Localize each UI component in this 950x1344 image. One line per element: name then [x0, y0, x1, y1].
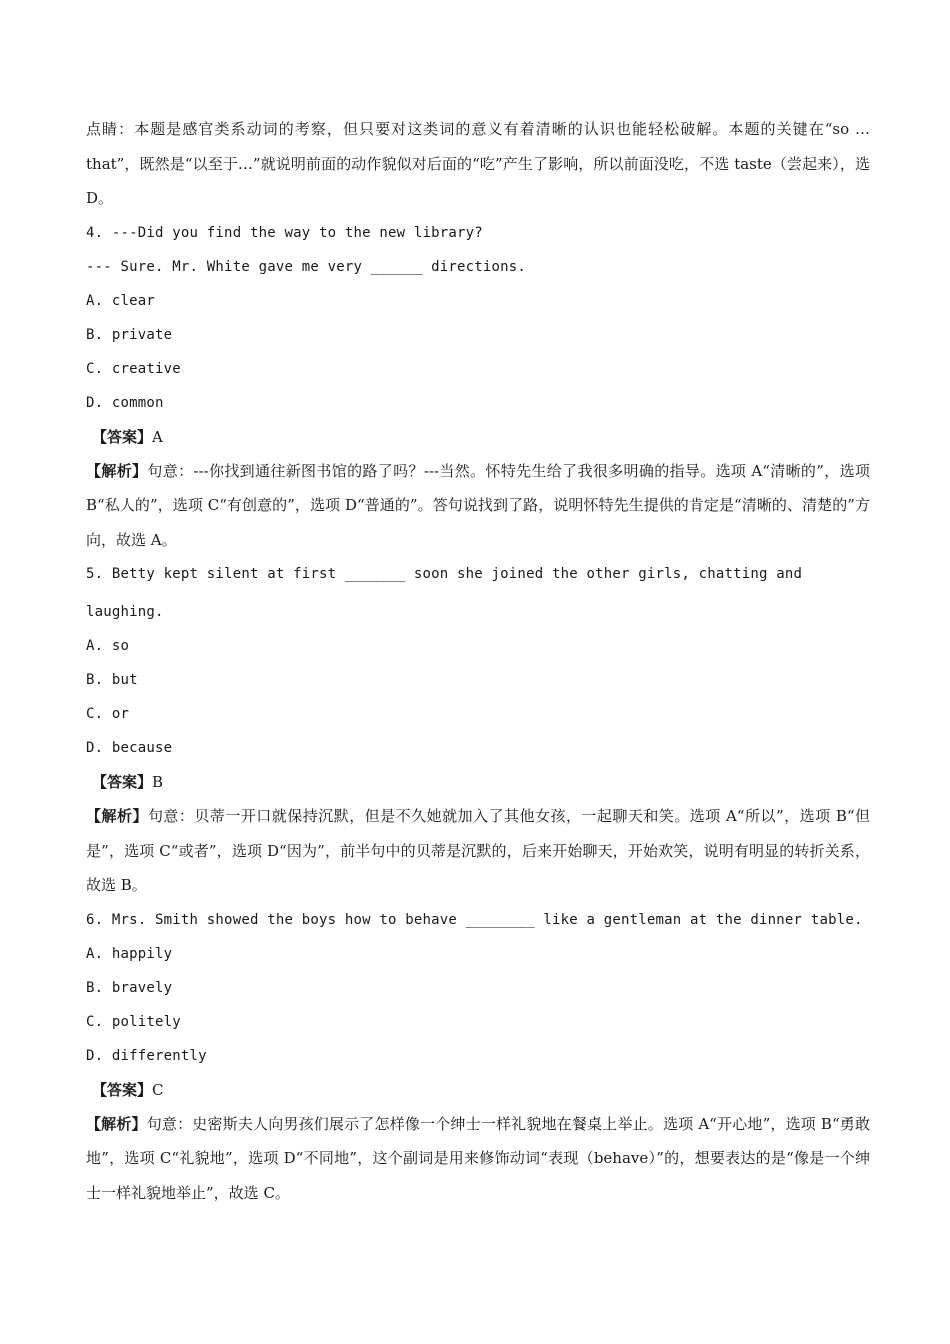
note-text: 本题是感官类系动词的考察，但只要对这类词的意义有着清晰的认识也能轻松破解。本题的关键在“so …that”，既然是“以至于…”就说明前面的动作貌似对后面的“吃”产生了影响，所以前面没吃，不选 taste（尝起来），选 D。 [86, 120, 870, 207]
answer-line [86, 420, 870, 454]
analysis-text: 句意：贝蒂一开口就保持沉默，但是不久她就加入了其他女孩，一起聊天和笑。选项 A“所以”，选项 B“但是”，选项 C“或者”，选项 D“因为”，前半句中的贝蒂是沉默的，后来开始聊天，开始欢笑，说明有明显的转折关系，故选 B。 [86, 807, 870, 894]
question-stem-line: 4. ---Did you find the way to the new library? [86, 224, 483, 241]
option-a: A. so [86, 638, 130, 654]
question-5 [86, 557, 870, 903]
option-d: D. because [86, 740, 173, 756]
note-tag: 点睛： [86, 120, 135, 138]
question-stem-line: 5. Betty kept silent at first _______ soon she joined the other girls, chatting and [86, 566, 803, 582]
question-stem-line: --- Sure. Mr. White gave me very ______ directions. [86, 258, 527, 275]
option-c: C. politely [86, 1013, 181, 1030]
question-stem-line: laughing. [86, 604, 164, 620]
question-6 [86, 903, 870, 1211]
answer-value: B [152, 773, 164, 791]
option-c: C. or [86, 706, 130, 722]
analysis-paragraph [86, 1107, 870, 1211]
analysis-tag: 【解析】 [86, 461, 148, 480]
question-stem-line: 6. Mrs. Smith showed the boys how to behave ________ like a gentleman at the dinner table. [86, 911, 863, 928]
note-paragraph [86, 112, 870, 216]
answer-value: A [152, 427, 163, 446]
option-b: B. but [86, 672, 138, 688]
question-4 [86, 216, 870, 558]
analysis-text: 句意：---你找到通往新图书馆的路了吗？---当然。怀特先生给了我很多明确的指导。选项 A“清晰的”，选项 B“私人的”，选项 C“有创意的”，选项 D“普通的”。答句说找到了路，说明怀特先生提供的肯定是“清晰的、清楚的”方向，故选 A。 [86, 461, 870, 549]
option-c: C. creative [86, 360, 181, 377]
analysis-tag: 【解析】 [86, 807, 148, 825]
option-a: A. happily [86, 945, 173, 962]
option-a: A. clear [86, 292, 156, 309]
option-b: B. private [86, 326, 173, 343]
document-page [86, 112, 870, 1210]
answer-value: C [152, 1080, 164, 1099]
option-d: D. differently [86, 1047, 207, 1064]
analysis-text: 句意：史密斯夫人向男孩们展示了怎样像一个绅士一样礼貌地在餐桌上举止。选项 A“开心地”，选项 B“勇敢地”，选项 C“礼貌地”，选项 D“不同地”，这个副词是用来修饰动词“表现（behave）”的，想要表达的是“像是一个绅士一样礼貌地举止”，故选 C。 [86, 1114, 870, 1202]
answer-line [86, 1073, 870, 1107]
answer-tag: 【答案】 [92, 427, 153, 446]
option-b: B. bravely [86, 979, 173, 996]
analysis-tag: 【解析】 [86, 1114, 147, 1133]
analysis-paragraph [86, 454, 870, 558]
answer-tag: 【答案】 [92, 773, 153, 791]
analysis-paragraph [86, 799, 870, 903]
option-d: D. common [86, 394, 164, 411]
answer-line [86, 765, 870, 799]
answer-tag: 【答案】 [92, 1080, 153, 1099]
